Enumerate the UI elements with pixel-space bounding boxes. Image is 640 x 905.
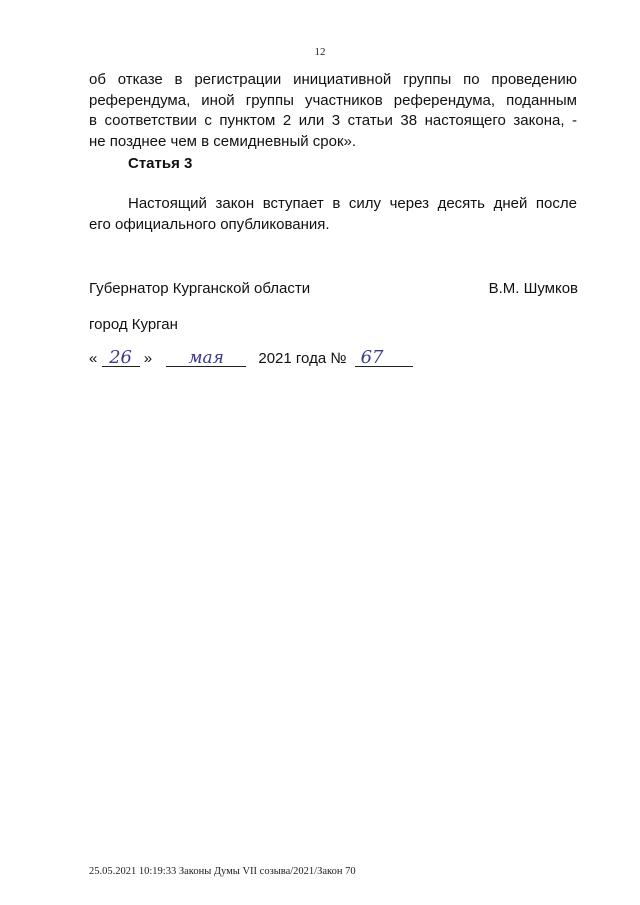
page-number: 12: [314, 46, 326, 58]
article-heading: Статья 3: [128, 155, 193, 172]
handwritten-day: 26: [102, 350, 140, 367]
handwritten-number: 67: [355, 350, 413, 367]
footer-stamp: 25.05.2021 10:19:33 Законы Думы VII созыва/2021/Закон 70: [89, 866, 356, 877]
open-quote: «: [89, 350, 98, 367]
text-line: не позднее чем в семидневный срок».: [89, 132, 357, 150]
signatory-position: Губернатор Курганской области: [89, 280, 311, 297]
date-line: [89, 347, 413, 372]
signatory-name: В.М. Шумков: [488, 280, 578, 297]
text-line: в соответствии с пунктом 2 или 3 статьи 38 настоящего закона, -: [89, 112, 577, 129]
close-quote: »: [143, 350, 153, 367]
article-text: [89, 194, 577, 235]
text-line: его официального опубликования.: [89, 215, 330, 233]
text-line: референдума, иной группы участников референдума, поданным: [89, 91, 577, 109]
year-text: 2021 года №: [258, 350, 347, 367]
city: город Курган: [89, 316, 178, 333]
text-line: Настоящий закон вступает в силу через десять дней после: [128, 195, 577, 212]
paragraph-continuation: [89, 70, 577, 152]
text-line: об отказе в регистрации инициативной группы по проведению: [89, 71, 577, 88]
handwritten-month: мая: [166, 350, 246, 367]
